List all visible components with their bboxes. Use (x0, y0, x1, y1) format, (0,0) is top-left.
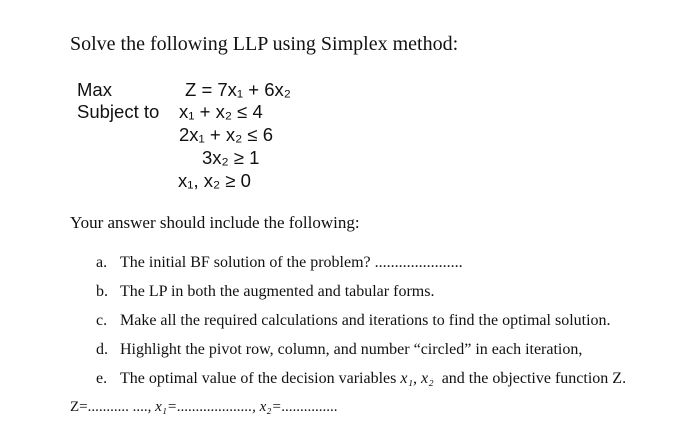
x1-answer: x₁=...................., (151, 399, 256, 415)
constraint-2: 2x₁ + x₂ ≤ 6 (179, 124, 274, 145)
list-item (96, 341, 582, 359)
list-item-text: Highlight the pivot row, column, and number “circled” in each iteration, (120, 341, 583, 358)
constraint-1: x₁ + x₂ ≤ 4 (179, 101, 263, 122)
constraint-3: 3x₂ ≥ 1 (202, 147, 260, 168)
non-negativity-constraint: x₁, x₂ ≥ 0 (178, 170, 251, 191)
list-item (96, 312, 611, 330)
decision-variables: x₁, x₂ (400, 370, 434, 387)
max-label: Max (77, 79, 112, 100)
x2-answer: x₂=............... (255, 399, 338, 415)
list-item-text-end: and the objective function Z. (433, 370, 627, 387)
list-item-marker: e. (96, 370, 108, 387)
list-item (96, 283, 434, 301)
list-item (96, 370, 626, 388)
list-item-text: Make all the required calculations and iterations to find the optimal solution. (120, 312, 611, 329)
list-item-marker: d. (96, 341, 108, 358)
list-item-text: The LP in both the augmented and tabular forms. (120, 283, 435, 300)
list-item (96, 254, 463, 272)
list-item-marker: a. (96, 254, 108, 271)
list-item-marker: c. (96, 312, 108, 329)
problem-title: Solve the following LLP using Simplex method: (70, 33, 459, 55)
z-answer: Z=........... ...., (70, 399, 152, 415)
instructions-heading: Your answer should include the following: (70, 213, 360, 232)
objective-function: Z = 7x₁ + 6x₂ (185, 79, 291, 100)
list-item-text: The optimal value of the decision variables (120, 370, 401, 387)
list-item-text: The initial BF solution of the problem? ...................... (120, 254, 463, 271)
list-item-marker: b. (96, 283, 108, 300)
answer-line (70, 399, 338, 416)
subject-to-label: Subject to (77, 101, 160, 122)
